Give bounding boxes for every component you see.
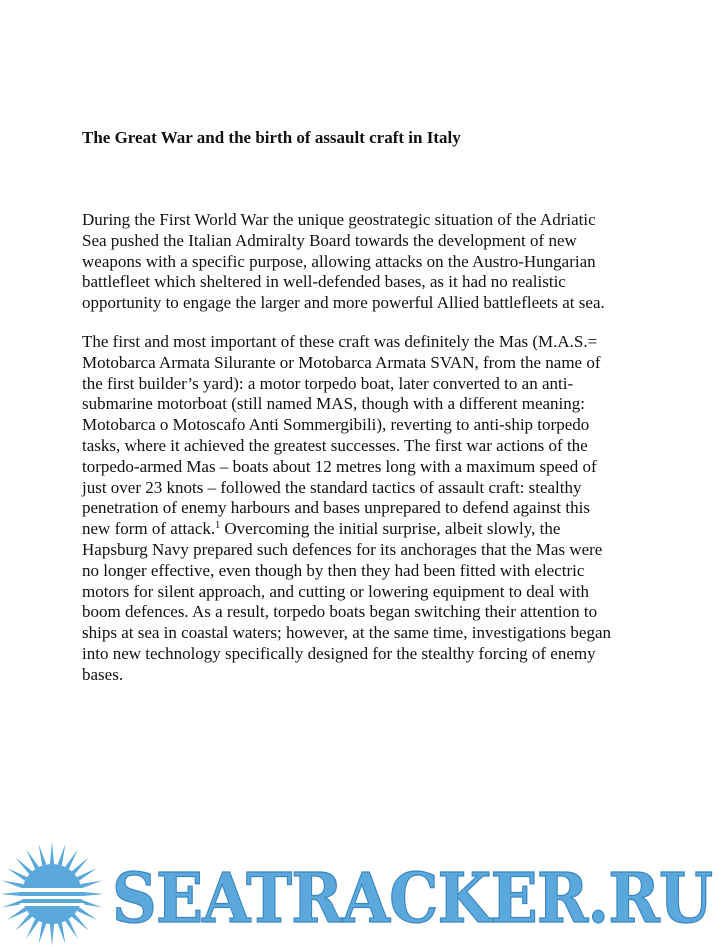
sun-ray	[15, 857, 32, 874]
sun-ray	[77, 907, 97, 920]
text-segment: new form of attack.	[82, 519, 216, 539]
text-line: bases.	[82, 664, 124, 684]
sun-ray	[58, 922, 66, 944]
sun-ray	[7, 868, 27, 881]
watermark-text: SEATRACKER.RU	[112, 859, 712, 939]
sun-ray	[26, 919, 39, 939]
sun-ray	[50, 842, 54, 864]
sun-ray	[50, 924, 54, 946]
text-line: battlefleet which sheltered in well-defended bases, as it had no realistic	[82, 272, 566, 292]
sun-ray	[72, 857, 89, 874]
text-line: submarine motorboat (still named MAS, though with a different meaning:	[82, 394, 585, 414]
text-line: just over 23 knots – followed the standard tactics of assault craft: stealthy	[82, 477, 582, 497]
text-line: The first and most important of these craft was definitely the Mas (M.A.S.=	[82, 332, 598, 351]
sun-ray	[39, 844, 47, 866]
text-line: penetration of enemy harbours and bases unprepared to defend against this	[82, 498, 590, 518]
watermark	[0, 838, 727, 947]
section-heading: The Great War and the birth of assault craft in Italy	[82, 128, 461, 147]
text-line: Motobarca Armata Silurante or Motobarca Armata SVAN, from the name of	[82, 352, 601, 372]
sun-ray	[7, 907, 27, 920]
text-line: boom defences. As a result, torpedo boats began switching their attention to	[82, 602, 598, 622]
text-line: ships at sea in coastal waters; however, at the same time, investigations began	[82, 623, 612, 643]
text-line: no longer effective, even though by then they had been fitted with electric	[82, 560, 585, 580]
sun-over-sea-icon	[0, 842, 104, 946]
paragraph-1	[82, 210, 652, 314]
sun-ray	[77, 868, 97, 881]
text-line: motors for silent approach, and cutting or lowering equipment to deal with	[82, 581, 590, 601]
sun-ray	[65, 919, 78, 939]
sun-ray	[0, 892, 22, 896]
text-line-with-footnote	[82, 519, 652, 540]
text-line: Motobarca o Motoscafo Anti Sommergibili), reverting to anti-ship torpedo	[82, 415, 590, 435]
sun-ray	[65, 849, 78, 869]
sun-ray	[2, 881, 24, 889]
sun-ray	[26, 849, 39, 869]
text-line: opportunity to engage the larger and more powerful Allied battlefleets at sea.	[82, 293, 605, 313]
text-line: During the First World War the unique geostrategic situation of the Adriatic	[82, 210, 596, 229]
sun-ray	[15, 914, 32, 931]
sun-ray	[80, 881, 102, 889]
text-line: weapons with a specific purpose, allowing attacks on the Austro-Hungarian	[82, 251, 596, 271]
text-line: into new technology specifically designed for the stealthy forcing of enemy	[82, 643, 596, 663]
text-segment: Overcoming the initial surprise, albeit slowly, the	[220, 519, 561, 539]
sun-ray	[58, 844, 66, 866]
text-line: the first builder’s yard): a motor torpedo boat, later converted to an anti-	[82, 373, 574, 393]
paragraph-2	[82, 332, 652, 686]
sun-ray	[39, 922, 47, 944]
text-line: Sea pushed the Italian Admiralty Board towards the development of new	[82, 230, 577, 250]
footnote-marker[interactable]: 1	[215, 520, 221, 532]
text-line: torpedo-armed Mas – boats about 12 metres long with a maximum speed of	[82, 456, 597, 476]
sun-ray	[82, 892, 104, 896]
text-line: tasks, where it achieved the greatest successes. The first war actions of the	[82, 435, 588, 455]
text-line: Hapsburg Navy prepared such defences for its anchorages that the Mas were	[82, 539, 603, 559]
sun-ray	[72, 914, 89, 931]
